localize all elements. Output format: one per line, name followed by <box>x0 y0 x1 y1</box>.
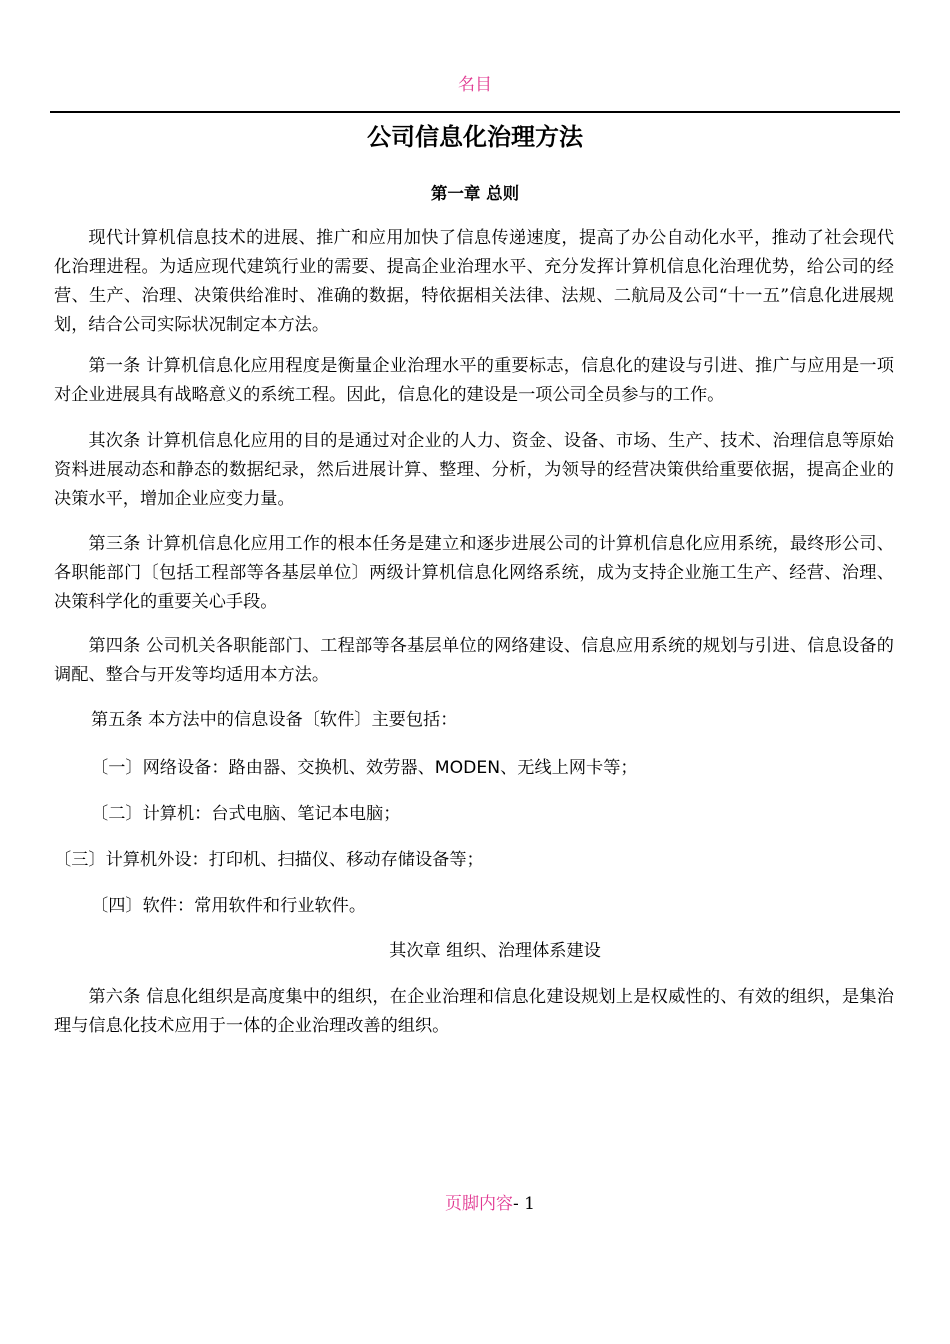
chapter-2-heading: 其次章 组织、治理体系建设 <box>389 941 601 961</box>
page-number: - 1 <box>513 1194 535 1214</box>
chapter-1-heading: 第一章 总则 <box>430 184 520 203</box>
intro-paragraph: 现代计算机信息技术的进展、推广和应用加快了信息传递速度，提高了办公自动化水平，推动了社会现代化治理进程。为适应现代建筑行业的需要、提高企业治理水平、充分发挥计算机信息化治理优势，给公司的经营、生产、治理、决策供给准时、准确的数据，特依据相关法律、法规、二航局及公司“十一五”信息化进展规划，结合公司实际状况制定本方法。 <box>54 228 894 335</box>
article-3-paragraph: 第三条 计算机信息化应用工作的根本任务是建立和逐步进展公司的计算机信息化应用系统，最终形公司、各职能部门〔包括工程部等各基层单位〕两级计算机信息化网络系统，成为支持企业施工生产、经营、治理、决策科学化的重要关心手段。 <box>54 534 894 612</box>
page-footer <box>0 1189 950 1214</box>
list-item-1-prefix: 〔一〕网络设备：路由器、交换机、效劳器、 <box>91 758 435 778</box>
list-item-1 <box>91 754 638 783</box>
page-header: 名目 <box>458 75 492 95</box>
list-item-3: 〔三〕计算机外设：打印机、扫描仪、移动存储设备等； <box>54 850 484 870</box>
list-item-4: 〔四〕软件：常用软件和行业软件。 <box>91 896 367 916</box>
article-4-paragraph: 第四条 公司机关各职能部门、工程部等各基层单位的网络建设、信息应用系统的规划与引进、信息设备的调配、整合与开发等均适用本方法。 <box>54 636 894 685</box>
article-5-line: 第五条 本方法中的信息设备〔软件〕主要包括： <box>91 710 458 730</box>
document-title: 公司信息化治理方法 <box>367 123 583 151</box>
list-item-1-suffix: 、无线上网卡等； <box>500 758 638 778</box>
article-6-paragraph: 第六条 信息化组织是高度集中的组织，在企业治理和信息化建设规划上是权威性的、有效的组织，是集治理与信息化技术应用于一体的企业治理改善的组织。 <box>54 987 894 1036</box>
article-1-paragraph: 第一条 计算机信息化应用程度是衡量企业治理水平的重要标志，信息化的建设与引进、推广与应用是一项对企业进展具有战略意义的系统工程。因此，信息化的建设是一项公司全员参与的工作。 <box>54 356 894 405</box>
article-2-paragraph: 其次条 计算机信息化应用的目的是通过对企业的人力、资金、设备、市场、生产、技术、治理信息等原始资料进展动态和静态的数据纪录，然后进展计算、整理、分析，为领导的经营决策供给重要依据，提高企业的决策水平，增加企业应变力量。 <box>54 431 894 509</box>
list-item-2: 〔二〕计算机：台式电脑、笔记本电脑； <box>91 804 401 824</box>
list-item-1-moden: MODEN <box>434 758 501 778</box>
footer-label: 页脚内容 <box>445 1194 514 1214</box>
header-rule <box>50 111 900 113</box>
